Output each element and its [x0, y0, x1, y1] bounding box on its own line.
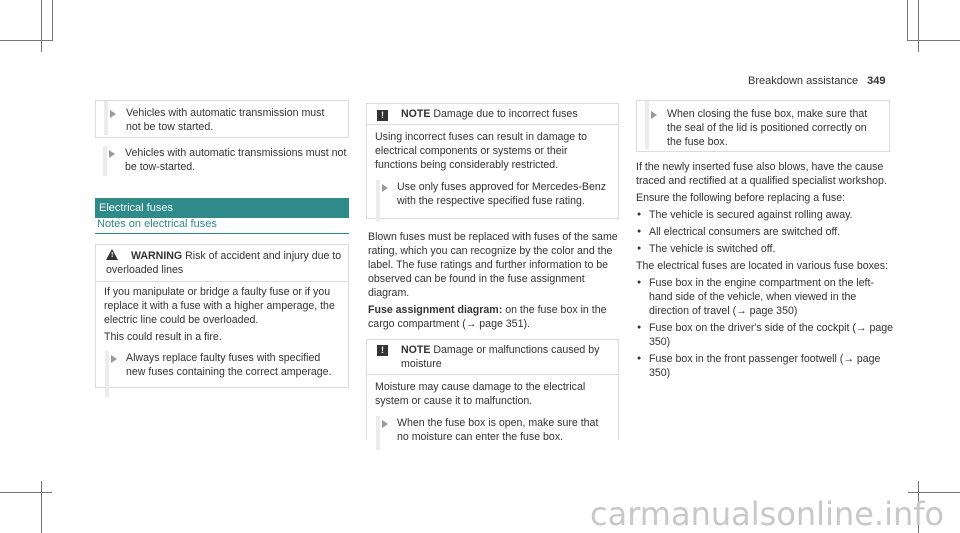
warning-box	[95, 244, 349, 388]
note1-item: Use only fuses approved for Mercedes-Benz with the respective specified fuse rating.	[375, 180, 612, 208]
arrow-icon	[382, 184, 388, 192]
para-blown-fuses: Blown fuses must be replaced with fuses of the same rating, which you can recognize by the color and the label. The fuse ratings and further information to be observed can be found in the fuse assignment diagram. Fuse assignment diagram: on the fuse box in the cargo compartment (→ page 351).	[368, 230, 620, 331]
closing-item: When closing the fuse box, make sure that the seal of the lid is positioned correctly on the fuse box.	[637, 101, 889, 149]
note2-box	[366, 339, 619, 443]
closing-box	[636, 100, 890, 152]
crop-mark	[907, 0, 908, 41]
crop-mark	[41, 0, 42, 52]
arrow-icon	[109, 150, 115, 158]
crop-mark	[41, 481, 42, 533]
note1-box	[366, 103, 619, 219]
crop-mark	[908, 492, 960, 493]
arrow-icon	[651, 111, 657, 119]
note-icon: !	[377, 345, 388, 356]
note2-item: When the fuse box is open, make sure that no moisture can enter the fuse box.	[375, 416, 612, 444]
arrow-icon	[110, 110, 116, 118]
fuse-diagram-para: Fuse assignment diagram: on the fuse box in the cargo compartment (→ page 351).	[368, 304, 607, 330]
section-name: Breakdown assistance	[748, 75, 859, 87]
warning-icon: !	[106, 249, 118, 260]
list-item: ● The vehicle is secured against rolling away.	[636, 208, 894, 222]
tow-item: Vehicles with automatic transmission must not be tow started.	[96, 101, 348, 134]
section-title: Electrical fuses	[95, 198, 349, 218]
col3-text: If the newly inserted fuse also blows, have the cause traced and rectified at a qualified specialist workshop. Ensure the following before replacing a fuse: ● The vehicle is secured against rolling away. ● All electrical consumers are switched off. ● The vehicle is switched off. The electrical fuses are located in various fuse boxes: ● Fuse box in the engine compartment on the left-hand side of the vehicle, when viewed in the direction of travel (→ page 350) ● Fuse box on the driver's side of the cockpit (→ page 350) ● Fuse box in the front passenger footwell (→ page 350)	[636, 160, 894, 380]
page-link[interactable]: page 351	[479, 318, 524, 330]
arrow-icon	[382, 420, 388, 428]
note2-body: Moisture may cause damage to the electrical system or cause it to malfunction. When the fuse box is open, make sure that no moisture can enter the fuse box.	[367, 374, 618, 444]
tow-box	[95, 100, 349, 138]
list-item: ● Fuse box on the driver's side of the cockpit (→ page 350)	[636, 321, 894, 349]
note-icon: !	[377, 110, 388, 121]
warning-header: ! WARNING Risk of accident and injury due to overloaded lines	[106, 250, 342, 276]
page-number: 349	[867, 75, 886, 87]
watermark: carmanualsonline.info	[590, 495, 945, 533]
tow-item-2: Vehicles with automatic transmissions must not be tow-started.	[95, 146, 349, 174]
crop-mark	[52, 0, 53, 41]
arrow-icon	[111, 355, 117, 363]
list-item: ● All electrical consumers are switched off.	[636, 225, 894, 239]
note2-header: ! NOTE Damage or malfunctions caused by moisture	[367, 340, 618, 374]
crop-mark	[908, 40, 960, 41]
page-header	[748, 74, 908, 88]
list-item: ● Fuse box in the front passenger footwell (→ page 350)	[636, 352, 894, 380]
bullet-list-2	[636, 276, 894, 380]
warning-body: If you manipulate or bridge a faulty fuse or if you replace it with a fuse with a higher amperage, the electric line could be overloaded. This could result in a fire. Always replace faulty fuses with specified new fuses containing the correct amperage.	[96, 281, 348, 379]
note1-header: ! NOTE Damage due to incorrect fuses	[367, 104, 618, 124]
note1-body: Using incorrect fuses can result in damage to electrical components or systems or their functions being considerably restricted. Use only fuses approved for Mercedes-Benz with the respective specified fuse rating.	[367, 124, 618, 208]
divider	[95, 233, 349, 234]
list-item: ● The vehicle is switched off.	[636, 242, 894, 256]
bullet-list-1	[636, 208, 894, 256]
page-ref-arrow-icon: →	[465, 318, 477, 330]
crop-mark	[0, 40, 52, 41]
warning-item: Always replace faulty fuses with specified new fuses containing the correct amperage.	[104, 351, 342, 379]
list-item: ● Fuse box in the engine compartment on the left-hand side of the vehicle, when viewed in the direction of travel (→ page 350)	[636, 276, 894, 318]
crop-mark	[0, 492, 52, 493]
crop-mark	[918, 0, 919, 52]
subsection-title: Notes on electrical fuses	[97, 218, 217, 230]
